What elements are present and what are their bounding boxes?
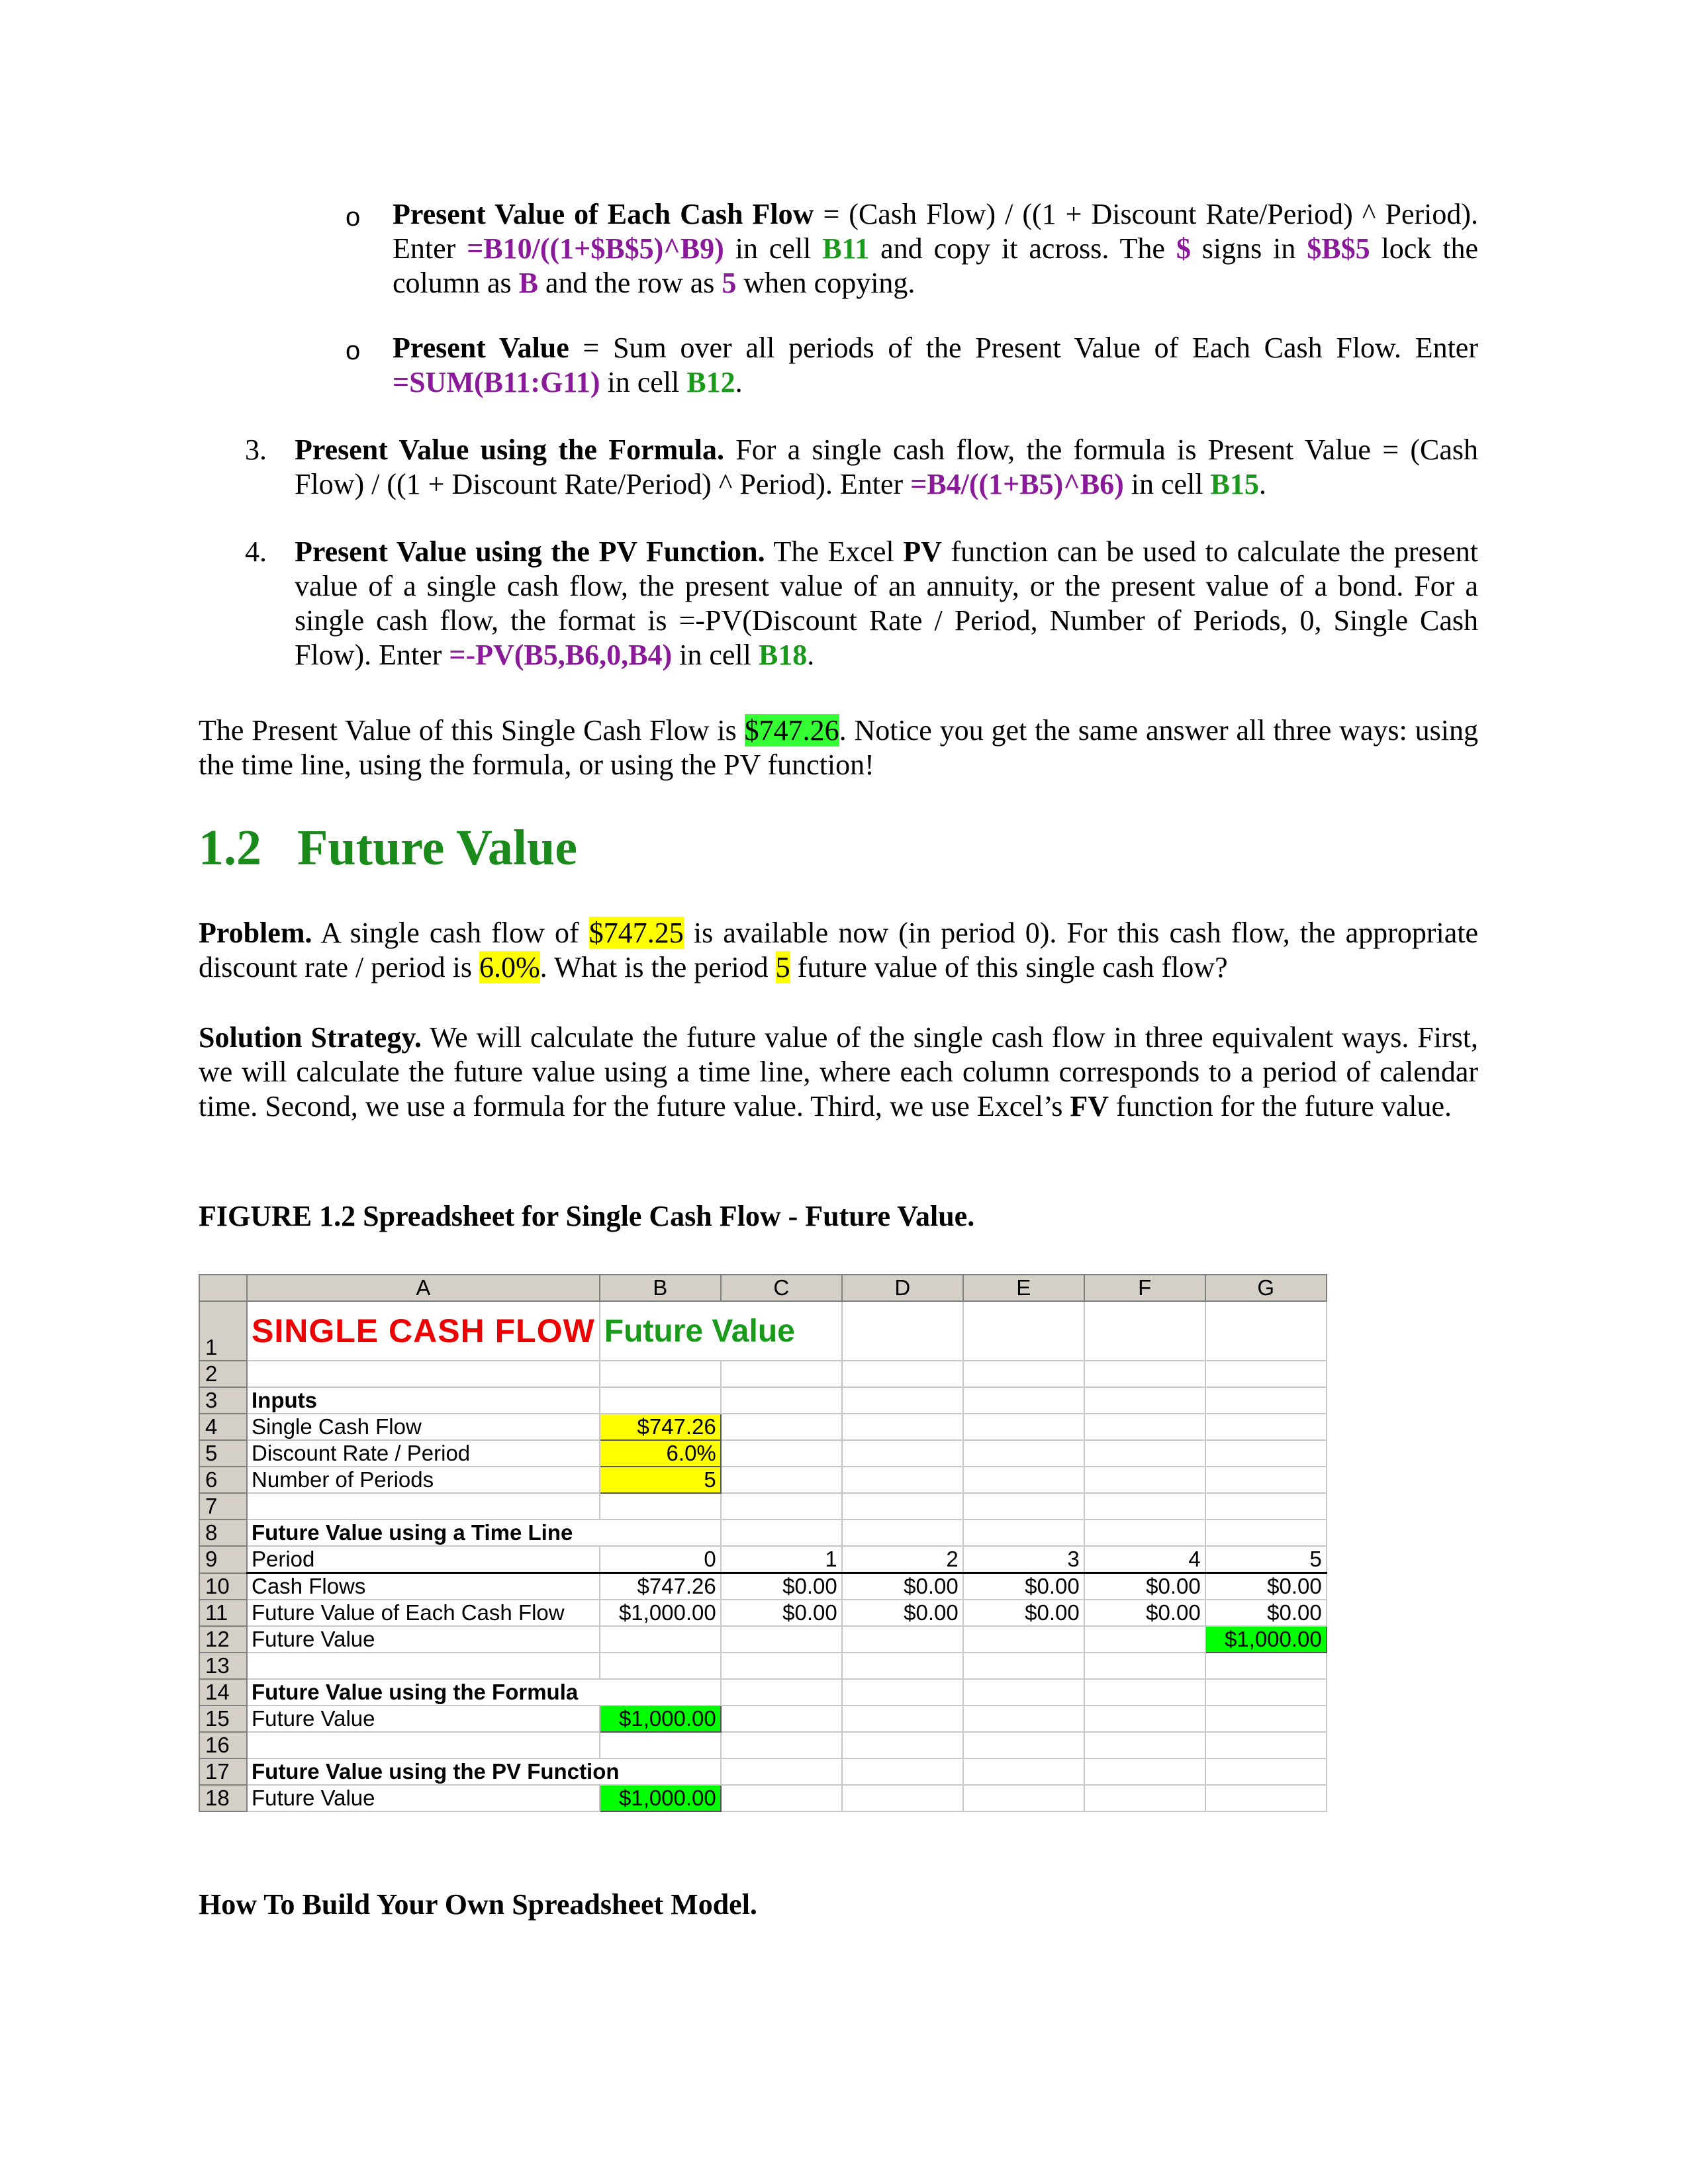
cell[interactable] (842, 1361, 963, 1387)
period-cell[interactable]: 3 (963, 1546, 1084, 1573)
cell[interactable] (842, 1414, 963, 1440)
cell[interactable] (1205, 1467, 1327, 1493)
row-header[interactable]: 7 (199, 1493, 247, 1520)
cell[interactable] (1205, 1361, 1327, 1387)
sheet-row (199, 1626, 1327, 1653)
period-cell[interactable]: 2 (842, 1546, 963, 1573)
cell[interactable] (1084, 1626, 1205, 1653)
cell[interactable] (1205, 1785, 1327, 1811)
figure-title: FIGURE 1.2 Spreadsheet for Single Cash Flow - Future Value. (199, 1200, 975, 1232)
input-discount-rate[interactable]: 6.0% (600, 1440, 721, 1467)
column-header-c[interactable]: C (721, 1275, 842, 1301)
sheet-row (199, 1361, 1327, 1387)
cell[interactable] (1205, 1679, 1327, 1706)
column-header-g[interactable]: G (1205, 1275, 1327, 1301)
cell[interactable] (721, 1440, 842, 1467)
cell[interactable] (1084, 1679, 1205, 1706)
cell[interactable] (721, 1706, 842, 1732)
cell[interactable] (721, 1361, 842, 1387)
sheet-row (199, 1493, 1327, 1520)
row-header[interactable]: 17 (199, 1758, 247, 1785)
formula: =B10/((1+$B$5)^B9) (467, 232, 724, 265)
row-header[interactable]: 8 (199, 1520, 247, 1546)
item-pv-function: Present Value using the PV Function. The Excel PV function can be used to calculate the present value of a single cash flow, the present value of an annuity, or the present value of a bond. For a single cash flow, the format is =-PV(Discount Rate / Period, Number of Periods, 0, Single Cash Flow). Enter =-PV(B5,B6,0,B4) in cell B18. (295, 535, 1478, 671)
sheet-row (199, 1440, 1327, 1467)
cell[interactable] (1205, 1414, 1327, 1440)
cash-flow-cell[interactable]: $0.00 (842, 1573, 963, 1600)
row-header[interactable]: 4 (199, 1414, 247, 1440)
sheet-row (199, 1414, 1327, 1440)
cell[interactable] (1084, 1758, 1205, 1785)
list-number: 3. (245, 433, 267, 466)
cell[interactable] (1205, 1387, 1327, 1414)
cell[interactable] (963, 1679, 1084, 1706)
section-heading: 1.2 Future Value (199, 820, 578, 876)
sheet-row (199, 1679, 1327, 1706)
cell[interactable] (1084, 1440, 1205, 1467)
cell[interactable] (1205, 1520, 1327, 1546)
cell[interactable] (963, 1467, 1084, 1493)
cell[interactable] (1205, 1493, 1327, 1520)
bullet-present-value: Present Value = Sum over all periods of the Present Value of Each Cash Flow. Enter =SUM(B11:G11) in cell B12. (393, 332, 1478, 398)
cell[interactable] (963, 1732, 1084, 1758)
cell[interactable] (842, 1732, 963, 1758)
column-header-a[interactable]: A (247, 1275, 600, 1301)
cash-flow-cell[interactable]: $0.00 (1084, 1573, 1205, 1600)
cell[interactable] (1205, 1301, 1327, 1361)
cell[interactable] (1084, 1467, 1205, 1493)
cell[interactable] (963, 1440, 1084, 1467)
sheet-row (199, 1653, 1327, 1679)
section-label-pv-function[interactable]: Future Value using the PV Function (247, 1758, 721, 1785)
label-cell[interactable]: Number of Periods (247, 1467, 600, 1493)
sheet-row (199, 1785, 1327, 1811)
section-label-inputs[interactable]: Inputs (247, 1387, 600, 1414)
bullet-marker: o (346, 336, 361, 365)
row-header[interactable]: 18 (199, 1785, 247, 1811)
cell[interactable] (1205, 1706, 1327, 1732)
cell[interactable] (1084, 1361, 1205, 1387)
row-header[interactable]: 2 (199, 1361, 247, 1387)
output-fv-function[interactable]: $1,000.00 (600, 1785, 721, 1811)
cell[interactable] (721, 1414, 842, 1440)
cell[interactable] (963, 1301, 1084, 1361)
period-cell[interactable]: 1 (721, 1546, 842, 1573)
cell[interactable] (721, 1626, 842, 1653)
cell[interactable] (247, 1361, 600, 1387)
cell[interactable] (721, 1387, 842, 1414)
row-header[interactable]: 10 (199, 1573, 247, 1600)
input-number-of-periods[interactable]: 5 (600, 1467, 721, 1493)
cell[interactable] (963, 1785, 1084, 1811)
sheet-row (199, 1600, 1327, 1626)
fv-each-cell[interactable]: $0.00 (1205, 1600, 1327, 1626)
sheet-row (199, 1520, 1327, 1546)
cell[interactable] (1084, 1732, 1205, 1758)
fv-each-cell[interactable]: $0.00 (721, 1600, 842, 1626)
cell[interactable] (1084, 1785, 1205, 1811)
cell[interactable] (842, 1706, 963, 1732)
sheet-row (199, 1546, 1327, 1573)
cell[interactable] (842, 1467, 963, 1493)
cell[interactable] (1205, 1758, 1327, 1785)
item-pv-formula: Present Value using the Formula. For a single cash flow, the formula is Present Value = (Cash Flow) / ((1 + Discount Rate/Period) ^ Period). Enter =B4/((1+B5)^B6) in cell B15. (295, 433, 1479, 500)
label-cell[interactable]: Period (247, 1546, 600, 1573)
cell[interactable] (963, 1706, 1084, 1732)
cell[interactable] (842, 1301, 963, 1361)
spreadsheet (199, 1274, 1327, 1812)
sheet-row (199, 1573, 1327, 1600)
cell[interactable] (721, 1520, 842, 1546)
label-cell[interactable]: Future Value (247, 1626, 600, 1653)
cell[interactable] (963, 1387, 1084, 1414)
cell[interactable] (721, 1732, 842, 1758)
cell[interactable] (600, 1732, 721, 1758)
column-header-f[interactable]: F (1084, 1275, 1205, 1301)
list-number: 4. (245, 535, 267, 568)
cell[interactable] (247, 1732, 600, 1758)
cell[interactable] (1084, 1520, 1205, 1546)
row-header[interactable]: 15 (199, 1706, 247, 1732)
section-label-time-line[interactable]: Future Value using a Time Line (247, 1520, 721, 1546)
sheet-subtitle: Future Value (604, 1313, 795, 1349)
cell[interactable] (963, 1493, 1084, 1520)
cell[interactable] (1084, 1493, 1205, 1520)
cell[interactable] (600, 1653, 721, 1679)
section-subheading: How To Build Your Own Spreadsheet Model. (199, 1888, 757, 1921)
row-header[interactable]: 1 (199, 1301, 247, 1361)
cell[interactable] (721, 1493, 842, 1520)
summary-paragraph: The Present Value of this Single Cash Flow is $747.26. Notice you get the same answer all three ways: using the time line, using the formula, or using the PV function! (199, 714, 1478, 781)
output-fv-time-line[interactable]: $1,000.00 (1205, 1626, 1327, 1653)
row-header[interactable]: 5 (199, 1440, 247, 1467)
row-header[interactable]: 6 (199, 1467, 247, 1493)
column-header-row (199, 1275, 1327, 1301)
column-header-b[interactable]: B (600, 1275, 721, 1301)
section-label-formula[interactable]: Future Value using the Formula (247, 1679, 721, 1706)
cell[interactable] (842, 1758, 963, 1785)
row-header[interactable]: 12 (199, 1626, 247, 1653)
fv-each-cell[interactable]: $0.00 (1084, 1600, 1205, 1626)
cash-flow-cell[interactable]: $0.00 (721, 1573, 842, 1600)
label-cell[interactable]: Future Value (247, 1785, 600, 1811)
cell[interactable] (1084, 1414, 1205, 1440)
term: Present Value of Each Cash Flow (393, 198, 814, 230)
column-header-e[interactable]: E (963, 1275, 1084, 1301)
sheet-row (199, 1467, 1327, 1493)
sheet-row (199, 1732, 1327, 1758)
label-cell[interactable]: Future Value of Each Cash Flow (247, 1600, 600, 1626)
cell[interactable] (842, 1440, 963, 1467)
cell-ref: B11 (822, 232, 870, 265)
cell[interactable] (1205, 1440, 1327, 1467)
fv-each-cell[interactable]: $0.00 (963, 1600, 1084, 1626)
cell[interactable] (247, 1653, 600, 1679)
label-cell[interactable]: Future Value (247, 1706, 600, 1732)
fv-each-cell[interactable]: $1,000.00 (600, 1600, 721, 1626)
period-cell[interactable]: 0 (600, 1546, 721, 1573)
cash-flow-cell[interactable]: $0.00 (1205, 1573, 1327, 1600)
cell[interactable] (963, 1653, 1084, 1679)
cell[interactable] (842, 1679, 963, 1706)
sheet-row (199, 1706, 1327, 1732)
column-header-d[interactable]: D (842, 1275, 963, 1301)
cell[interactable] (721, 1758, 842, 1785)
cash-flow-cell[interactable]: $747.26 (600, 1573, 721, 1600)
highlight-value: $747.26 (744, 714, 839, 747)
cell[interactable] (963, 1626, 1084, 1653)
sheet-row (199, 1758, 1327, 1785)
bullet-pv-each-cash-flow: Present Value of Each Cash Flow = (Cash Flow) / ((1 + Discount Rate/Period) ^ Period). Enter =B10/((1+$B$5)^B9) in cell B11 and copy it across. The $ signs in $B$5 lock the column as B and the row as 5 when copying. (393, 198, 1479, 299)
cell[interactable] (721, 1653, 842, 1679)
cell[interactable] (1205, 1732, 1327, 1758)
cell[interactable] (600, 1361, 721, 1387)
fv-each-cell[interactable]: $0.00 (842, 1600, 963, 1626)
cell[interactable] (721, 1467, 842, 1493)
sheet-row (199, 1387, 1327, 1414)
strategy-paragraph: Solution Strategy. We will calculate the future value of the single cash flow in three equivalent ways. First, we will calculate the future value using a time line, where each column corresponds to a period of calendar time. Second, we use a formula for the future value. Third, we use Excel’s FV function for the future value. (199, 1021, 1479, 1122)
input-single-cash-flow[interactable]: $747.26 (600, 1414, 721, 1440)
cell[interactable] (1205, 1653, 1327, 1679)
cell[interactable] (721, 1679, 842, 1706)
cell[interactable] (842, 1626, 963, 1653)
sheet-title-cell[interactable] (247, 1301, 600, 1361)
row-header[interactable]: 14 (199, 1679, 247, 1706)
cell[interactable] (842, 1387, 963, 1414)
cell[interactable] (721, 1785, 842, 1811)
problem-paragraph: Problem. A single cash flow of $747.25 is available now (in period 0). For this cash flow, the appropriate discount rate / period is 6.0%. What is the period 5 future value of this single cash flow? (199, 917, 1478, 983)
cell[interactable] (842, 1653, 963, 1679)
corner-cell[interactable] (199, 1275, 247, 1301)
label-cell[interactable]: Single Cash Flow (247, 1414, 600, 1440)
sheet-row (199, 1301, 1327, 1361)
cell[interactable] (1084, 1706, 1205, 1732)
bullet-marker: o (346, 203, 361, 232)
label-cell[interactable]: Cash Flows (247, 1573, 600, 1600)
sheet-title: SINGLE CASH FLOW (252, 1312, 595, 1349)
cell[interactable] (842, 1785, 963, 1811)
cell[interactable] (1084, 1301, 1205, 1361)
cell[interactable] (600, 1493, 721, 1520)
cash-flow-cell[interactable]: $0.00 (963, 1573, 1084, 1600)
cell[interactable] (963, 1520, 1084, 1546)
cell[interactable] (963, 1361, 1084, 1387)
cell[interactable] (842, 1493, 963, 1520)
cell[interactable] (1084, 1653, 1205, 1679)
cell[interactable] (1084, 1387, 1205, 1414)
cell[interactable] (247, 1493, 600, 1520)
row-header[interactable]: 13 (199, 1653, 247, 1679)
output-fv-formula[interactable]: $1,000.00 (600, 1706, 721, 1732)
period-cell[interactable]: 5 (1205, 1546, 1327, 1573)
cell[interactable] (963, 1758, 1084, 1785)
row-header[interactable]: 11 (199, 1600, 247, 1626)
label-cell[interactable]: Discount Rate / Period (247, 1440, 600, 1467)
row-header[interactable]: 3 (199, 1387, 247, 1414)
cell[interactable] (600, 1387, 721, 1414)
cell[interactable] (600, 1626, 721, 1653)
row-header[interactable]: 9 (199, 1546, 247, 1573)
period-cell[interactable]: 4 (1084, 1546, 1205, 1573)
sheet-subtitle-cell[interactable] (600, 1301, 842, 1361)
cell[interactable] (842, 1520, 963, 1546)
row-header[interactable]: 16 (199, 1732, 247, 1758)
cell[interactable] (963, 1414, 1084, 1440)
